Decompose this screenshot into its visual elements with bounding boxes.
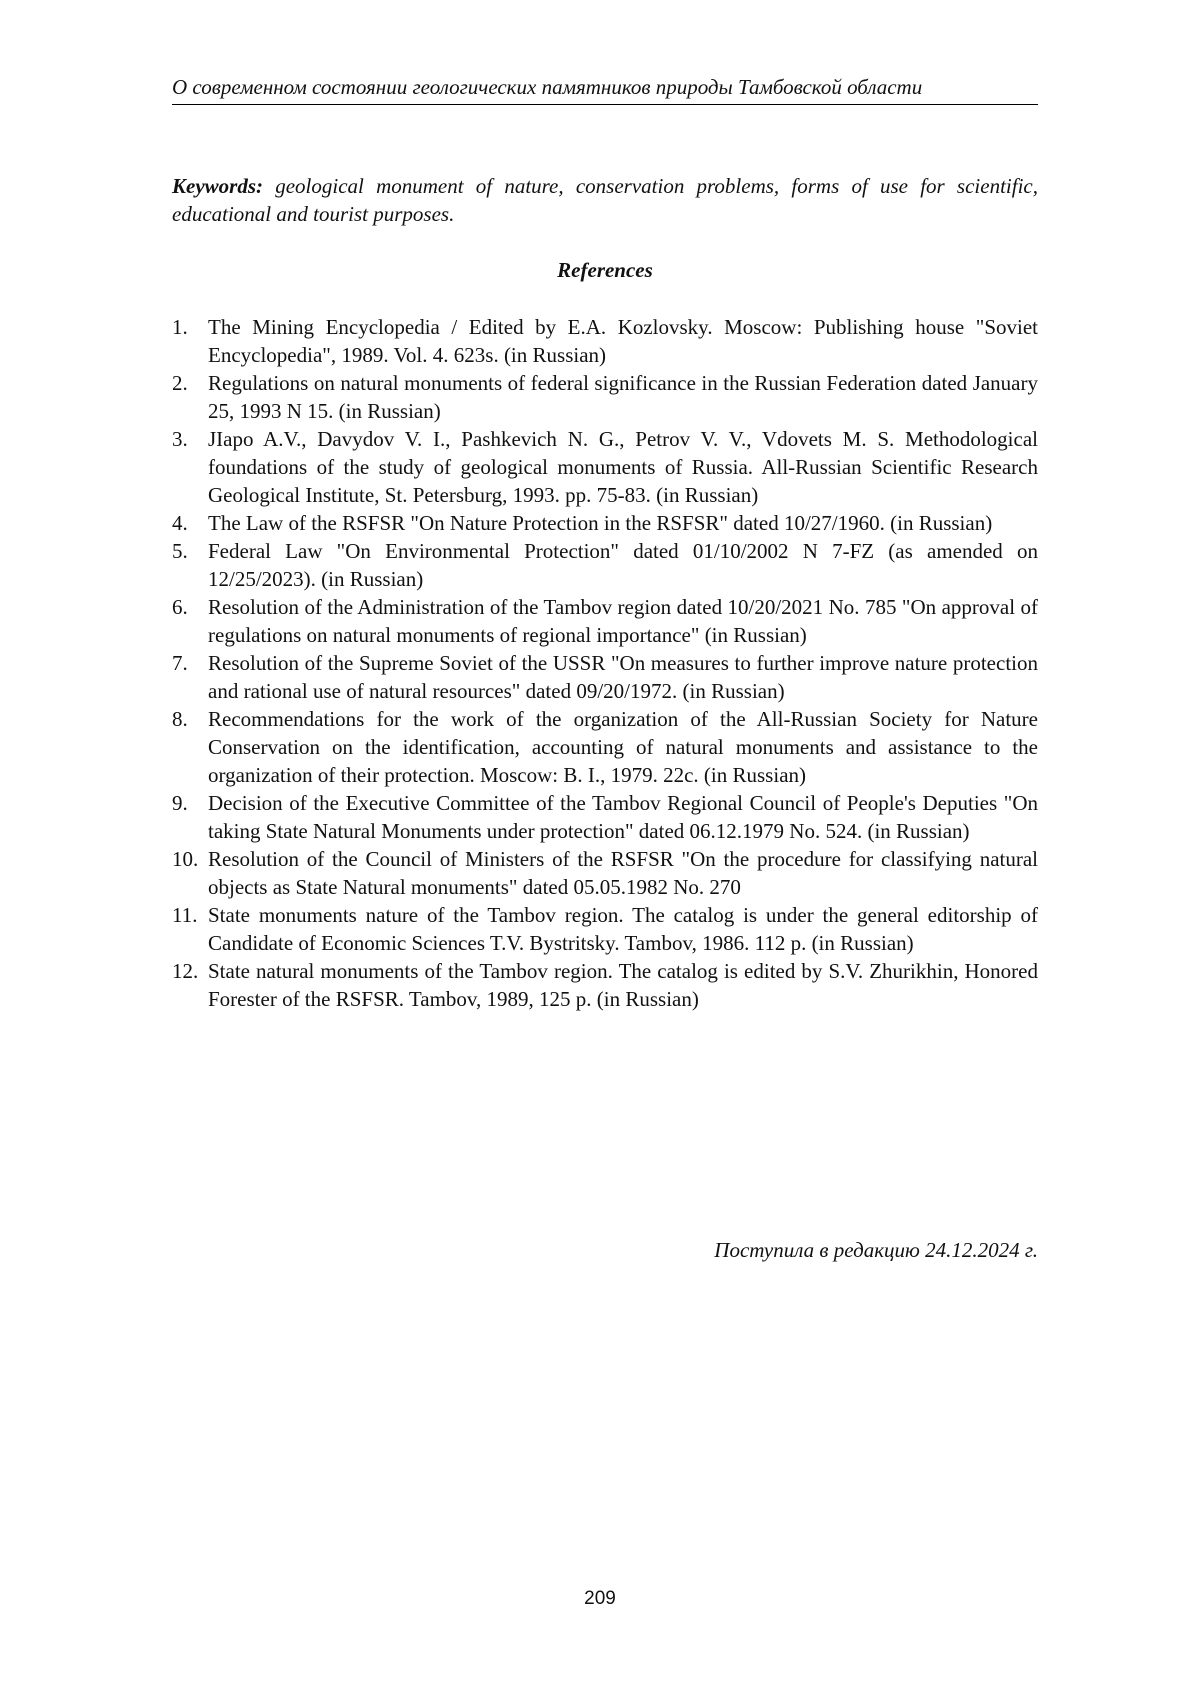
references-heading: References	[557, 258, 653, 282]
keywords-text: geological monument of nature, conservation problems, forms of use for scientific, educational and tourist purposes.	[172, 174, 1038, 226]
reference-item	[172, 845, 1038, 901]
reference-text: Recommendations for the work of the organization of the All-Russian Society for Nature Conservation on the identification, accounting of natural monuments and assistance to the organization of their protection. Moscow: B. I., 1979. 22c. (in Russian)	[208, 707, 1038, 787]
running-header-title: О современном состоянии геологических памятников природы Тамбовской области	[172, 75, 923, 99]
reference-number: 7.	[172, 651, 188, 675]
reference-text: JIapo A.V., Davydov V. I., Pashkevich N. G., Petrov V. V., Vdovets M. S. Methodological foundations of the study of geological monuments of Russia. All-Russian Scientific Research Geological Institute, St. Petersburg, 1993. pp. 75-83. (in Russian)	[208, 427, 1038, 507]
reference-number: 3.	[172, 427, 188, 451]
reference-item	[172, 957, 1038, 1013]
reference-number: 9.	[172, 791, 188, 815]
reference-item	[172, 649, 1038, 705]
keywords-label: Keywords:	[172, 174, 263, 198]
reference-item	[172, 537, 1038, 593]
reference-text: The Law of the RSFSR "On Nature Protection in the RSFSR" dated 10/27/1960. (in Russian)	[208, 511, 993, 535]
received-date: Поступила в редакцию 24.12.2024 г.	[714, 1238, 1038, 1262]
reference-number: 8.	[172, 707, 188, 731]
reference-item	[172, 705, 1038, 789]
reference-number: 1.	[172, 315, 188, 339]
reference-item	[172, 593, 1038, 649]
references-list	[172, 313, 1038, 1013]
running-header	[172, 73, 1038, 105]
reference-number: 5.	[172, 539, 188, 563]
page-number: 209	[584, 1588, 616, 1609]
keywords-paragraph	[172, 172, 1038, 228]
reference-number: 2.	[172, 371, 188, 395]
reference-item	[172, 789, 1038, 845]
reference-item	[172, 425, 1038, 509]
reference-text: State monuments nature of the Tambov region. The catalog is under the general editorship of Candidate of Economic Sciences T.V. Bystritsky. Tambov, 1986. 112 p. (in Russian)	[208, 903, 1038, 955]
reference-text: State natural monuments of the Tambov region. The catalog is edited by S.V. Zhurikhin, Honored Forester of the RSFSR. Tambov, 1989, 125 p. (in Russian)	[208, 959, 1038, 1011]
reference-number: 12.	[172, 959, 199, 983]
reference-item	[172, 369, 1038, 425]
reference-item	[172, 313, 1038, 369]
reference-text: Resolution of the Administration of the Tambov region dated 10/20/2021 No. 785 "On approval of regulations on natural monuments of regional importance" (in Russian)	[208, 595, 1038, 647]
reference-number: 6.	[172, 595, 188, 619]
reference-text: Decision of the Executive Committee of the Tambov Regional Council of People's Deputies "On taking State Natural Monuments under protection" dated 06.12.1979 No. 524. (in Russian)	[208, 791, 1038, 843]
reference-text: Resolution of the Council of Ministers of the RSFSR "On the procedure for classifying natural objects as State Natural monuments" dated 05.05.1982 No. 270	[208, 847, 1038, 899]
reference-number: 11.	[172, 903, 198, 927]
reference-number: 4.	[172, 511, 188, 535]
reference-item	[172, 509, 1038, 537]
reference-text: Federal Law "On Environmental Protection" dated 01/10/2002 N 7-FZ (as amended on 12/25/2023). (in Russian)	[208, 539, 1038, 591]
reference-number: 10.	[172, 847, 199, 871]
reference-text: Resolution of the Supreme Soviet of the USSR "On measures to further improve nature protection and rational use of natural resources" dated 09/20/1972. (in Russian)	[208, 651, 1038, 703]
reference-text: Regulations on natural monuments of federal significance in the Russian Federation dated January 25, 1993 N 15. (in Russian)	[208, 371, 1038, 423]
reference-text: The Mining Encyclopedia / Edited by E.A. Kozlovsky. Moscow: Publishing house "Soviet Encyclopedia", 1989. Vol. 4. 623s. (in Russian)	[208, 315, 1038, 367]
reference-item	[172, 901, 1038, 957]
